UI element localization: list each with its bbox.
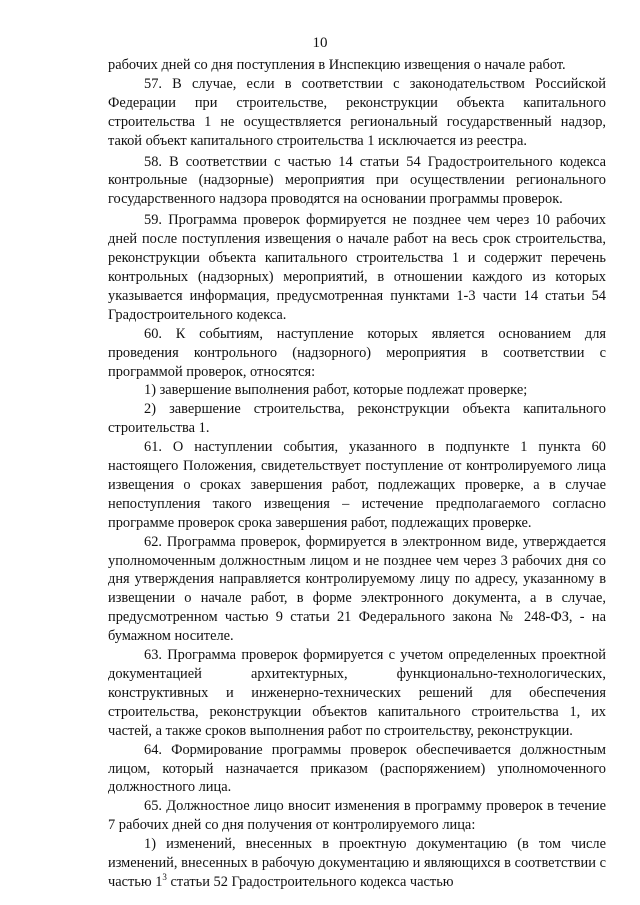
paragraph-60: 60. К событиям, наступление которых является основанием для проведения контрольного (надзорного) мероприятия в соответствии с программой проверок, относятся: [108,325,606,380]
paragraph-60-item-1: 1) завершение выполнения работ, которые подлежат проверке; [144,382,528,399]
paragraph-65-item-1-tail: статьи 52 Градостроительного кодекса частью [166,873,454,890]
document-body [108,56,606,892]
paragraph-64: 64. Формирование программы проверок обеспечивается должностным лицом, который назначается приказом (распоряжением) уполномоченного должностного лица. [108,741,606,796]
paragraph-60-item-2: 2) завершение строительства, реконструкции объекта капитального строительства 1. [108,401,606,437]
paragraph-65-item-1-text: 1) изменений, внесенных в проектную документацию (в том числе изменений, внесенных в рабочую документацию и являющихся в соответствии с частью 1 [108,836,606,890]
superscript-index: 3 [162,871,167,882]
paragraph-continuation: рабочих дней со дня поступления в Инспекцию извещения о начале работ. [108,57,566,73]
paragraph-59: 59. Программа проверок формируется не позднее чем через 10 рабочих дней после поступления извещения о начале работ на весь срок строительства, реконструкции объекта капитального строительства 1 и содержит перечень контрольных (надзорных) мероприятий, в отношении каждого из которых указывается информация, предусмотренная пунктами 1-3 части 14 статьи 54 Градостроительного кодекса. [108,212,606,323]
page-number: 10 [312,35,328,51]
paragraph-65: 65. Должностное лицо вносит изменения в программу проверок в течение 7 рабочих дней со дня получения от контролируемого лица: [108,798,606,834]
paragraph-65-item-1 [108,835,606,892]
paragraph-61: 61. О наступлении события, указанного в подпункте 1 пункта 60 настоящего Положения, свидетельствует поступление от контролируемого лица извещения о сроках завершения работ, подлежащих проверке, а в случае непоступления такого извещения – истечение предполагаемого согласно программе проверок срока завершения работ, подлежащих проверке. [108,439,606,531]
paragraph-57: 57. В случае, если в соответствии с законодательством Российской Федерации при строительстве, реконструкции объекта капитального строительства 1 не осуществляется региональный государственный надзор, такой объект капитального строительства 1 исключается из реестра. [108,75,606,149]
paragraph-62: 62. Программа проверок, формируется в электронном виде, утверждается уполномоченным должностным лицом и не позднее чем через 3 рабочих дня со дня утверждения направляется контролируемому лицу по адресу, указанному в извещении о начале работ, в форме электронного документа, а в случае, предусмотренном частью 9 статьи 21 Федерального закона № 248-ФЗ, - на бумажном носителе. [108,533,606,645]
paragraph-63: 63. Программа проверок формируется с учетом определенных проектной документацией архитектурных, функционально-технологических, конструктивных и инженерно-технических решений для обеспечения строительства, реконструкции объектов капитального строительства 1, их частей, а также сроков выполнения работ по строительству, реконструкции. [108,647,606,739]
paragraph-58: 58. В соответствии с частью 14 статьи 54 Градостроительного кодекса контрольные (надзорные) мероприятия при осуществлении регионального государственного надзора проводятся на основании программы проверок. [108,153,606,208]
